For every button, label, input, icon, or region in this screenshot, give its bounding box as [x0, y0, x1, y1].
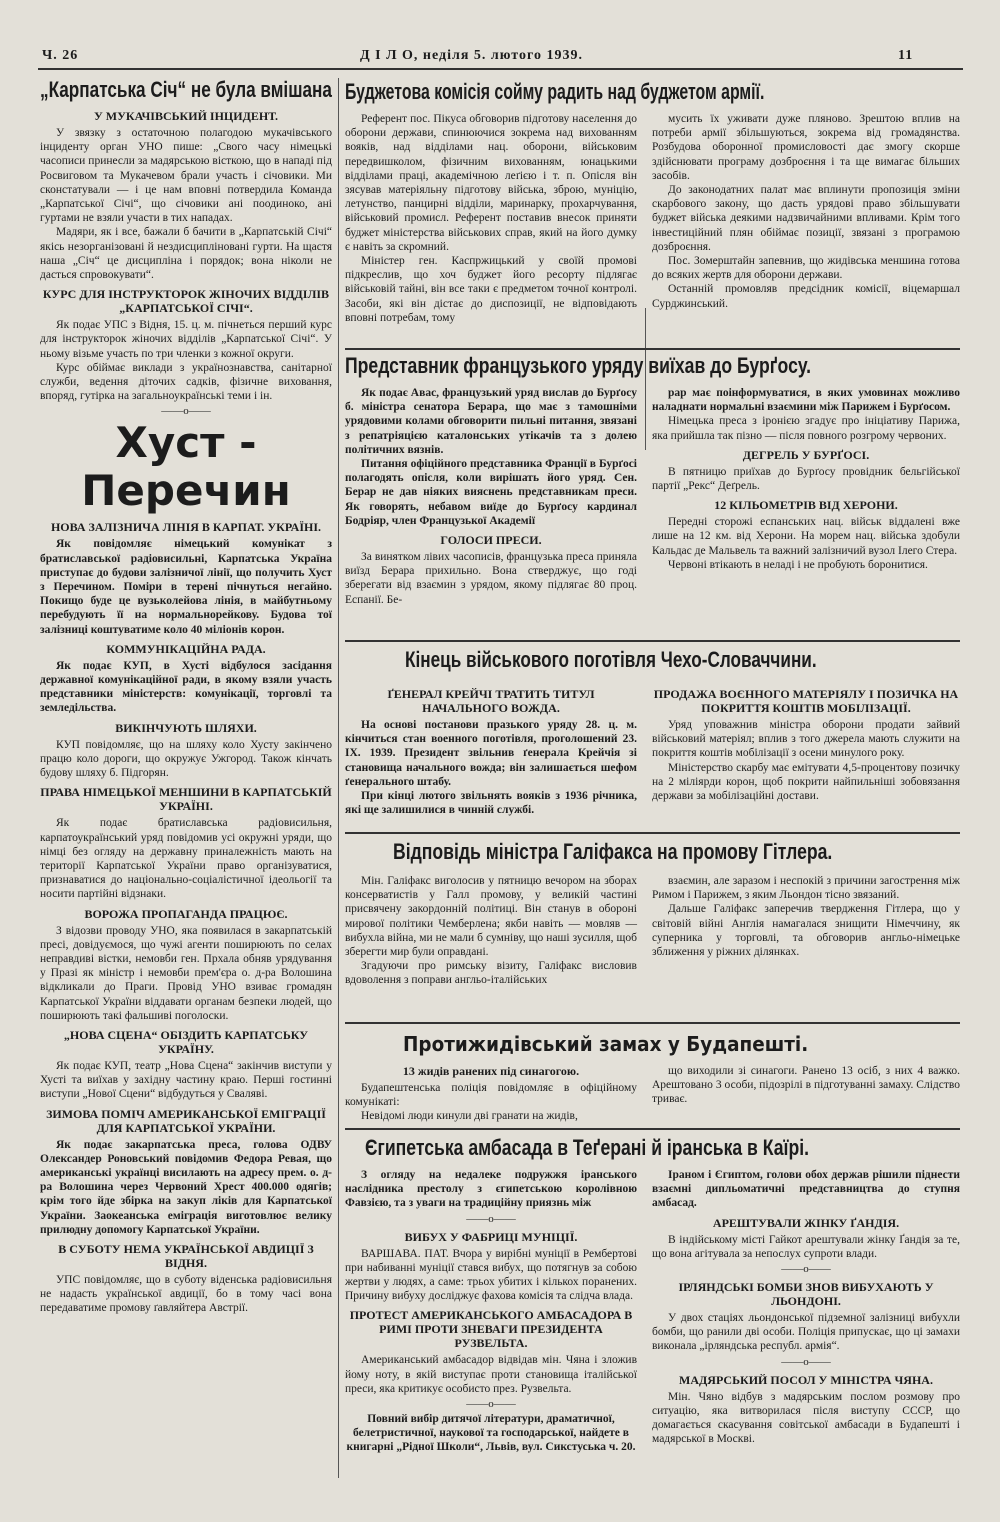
article-paragraph: Німецька преса з іронією згадує про ініціативу Парижа, яка прийшла так пізно — після повного розгрому червоних.	[652, 415, 960, 442]
separator-mark: ——o——	[466, 1212, 516, 1225]
subhead-vykinchuiut: ВИКІНЧУЮТЬ ШЛЯХИ.	[115, 720, 257, 735]
article-paragraph: Мін. Чяно відбув з мадярським послом розмову про ситуацію, яка витворилася після виступу СССР, що домагається скасування совітської амбасади в Будапешті і мадярської в Москві.	[652, 1390, 960, 1446]
budapest-col-1	[345, 1064, 637, 1126]
subhead-12-km: 12 КІЛЬОМЕТРІВ ВІД ХЕРОНИ.	[714, 498, 898, 513]
headline-halifax: Відповідь міністра Галіфакса на промову Гітлера.	[393, 839, 833, 864]
subhead-v-subotu: В СУБОТУ НЕМА УКРАЇНСЬКОЇ АВДИЦІЇ З ВІДНЯ.	[58, 1241, 314, 1270]
article-paragraph: Як подає закарпатська преса, голова ОДВУ Олександер Роновський повідомив Федора Ревая, що американські українці висилають на адресу прем. о. д-ра Волошина через Червоний Хрест 400.000 одягів; крім того йде збірка на закуп ліків для Карпатської України. Заокеанська еміграція виготовлює велику прилюдну допомогу Карпатської України.	[40, 1138, 332, 1236]
section-rule	[345, 640, 960, 642]
article-paragraph: Як подає УПС з Відня, 15. ц. м. пічнеться перший курс для інструкторок жіночих відділів „Карпатської Січі“. У ньому візьме участь по три членки з кожної округи.	[40, 319, 332, 360]
budget-headline-box	[345, 78, 960, 110]
article-paragraph: З відозви проводу УНО, яка появилася в закарпатській пресі, довідуємося, що чужі агенти поширюють по селах неправдиві вістки, немовби ген. Прхала обняв урядування у Празі як міністр і немовби прем'єра о. д-ра Волошина відкликали до Праги. Провід УНО взиває громадян Карпатської України віддавати органам безпеки людей, що поширюють такі фальшиві поголоски.	[40, 924, 332, 1022]
article-paragraph: ВАРШАВА. ПАТ. Вчора у вирібні муніції в Рембертові при набиванні муніції стався вибух, що потягнув за собою жертви у людях, а саме: трьох убитих і кількох поранених. Причину вибуху досліджує фахова комісія та слідча влада.	[345, 1247, 637, 1303]
headline-egypt: Єгипетська амбасада в Теґерані й іранська в Каїрі.	[365, 1135, 809, 1160]
section-rule	[345, 1128, 960, 1130]
article-paragraph: Американський амбасадор відвідав мін. Чяна і зложив йому ноту, в якій виступає проти становища італійської преси, яка критикує особисто през. Рузвельта.	[345, 1354, 637, 1395]
halifax-col-1	[345, 874, 637, 1024]
column-divider-left	[338, 78, 339, 1478]
czech-headline-box	[345, 646, 960, 678]
section-rule	[345, 1022, 960, 1024]
article-paragraph: За винятком лівих часописів, французька преса приняла виїзд Берара прихильно. Вона стверджує, що годі зберегати від взаємин з урядом, якому підлягає 80 проц. Еспанії. Бе-	[345, 551, 637, 606]
headline-karpatska-sich: „Карпатська Січ“ не була вмішана	[40, 77, 332, 102]
budapest-headline-box	[345, 1030, 960, 1060]
headline-budapest: Протижидівський замах у Будапешті.	[403, 1032, 809, 1056]
subhead-madiarskyi-posol: МАДЯРСЬКИЙ ПОСОЛ У МІНІСТРА ЧЯНА.	[679, 1372, 933, 1387]
article-paragraph: Як повідомляє німецький комунікат з братиславської радіовисильні, Карпатська Україна приступає до будови залізничої лінії, що получить Хуст з Перечином. Поміри в терені пічнуться негайно. Покищо буде це вузьколейова лінія, в майбутньому перебудують її на нормальнорейкову. Будова тої залізниці коштуватиме коло 40 міліонів корон.	[40, 538, 332, 636]
article-paragraph: Питання офіційного представника Франції в Бурґосі полагодять опісля, коли вирішать його уряд. Сен. Берар не дав ніяких вияснень представникам преси. Як говорять, небавом виїде до Бурґосу кардинал Бодріяр, член Французької Академії	[345, 458, 637, 527]
egypt-col-1	[345, 1168, 637, 1480]
article-paragraph: УПС повідомляє, що в суботу віденська радіовисильня не надасть української авдиції, бо в тому часі вона передаватиме промову ґавляйтера Австрії.	[40, 1273, 332, 1315]
article-paragraph: До законодатних палат має вплинути пропозиція зміни скарбового закону, що дасть урядові право збільшувати буджет війська деякими надзвичайними впливами. Крім того інвестиційний плян обіймає позиції, звязані з програмою дозброєння.	[652, 184, 960, 253]
article-paragraph: Як подає Авас, французький уряд вислав до Бурґосу б. міністра сенатора Берара, що має з тамошніми урядовими колами обговорити пильні питання, звязані з репатріяцією каталонських утікачів та з долею політичних вязнів.	[345, 387, 637, 456]
separator-mark: ——o——	[781, 1355, 831, 1368]
page-section-number: Ч. 26	[42, 48, 79, 63]
czech-col-1	[345, 682, 637, 822]
egypt-headline-box	[345, 1134, 960, 1166]
headline-czech: Кінець військового поготівля Чехо-Словаччини.	[405, 647, 817, 672]
article-paragraph: Референт пос. Пікуса обговорив підготову населення до оборони держави, спинюючися зокрема над вихованням вояків, над відділами нац. оборони, військовим передвишколом, фізичним вихованням, юнацькими відділами праці, академічною леґією і т. п. Опісля він зясував матеріяльну підготову війська, зброю, муніцію, летунство, панцирні відділи, маринарку, прохарчування, військовий промисл. Референт поставив внесок приняти буджет міністерства військових справ, який на його думку є навіть за скромний.	[345, 113, 637, 253]
french-col-2	[652, 386, 960, 636]
article-paragraph: З огляду на недалеке подружжя іранського наслідника престолу з єгипетською королівною Фавзією, та з уваги на традиційну приязнь між	[345, 1169, 637, 1210]
subhead-vorozha-propaganda: ВОРОЖА ПРОПАГАНДА ПРАЦЮЄ.	[84, 906, 288, 921]
article-paragraph: Останній промовляв предсідник комісії, віцемаршал Сурджинський.	[652, 283, 960, 310]
article-paragraph: Невідомі люди кинули дві гранати на жидів,	[361, 1110, 578, 1123]
article-paragraph: Дальше Галіфакс заперечив твердження Гітлера, що у світовій війні Англія намагалася знищити Німеччину, як суперника у торговлі, та обговорив англьо-німецьке зближення у ріжних ділянках.	[652, 903, 960, 959]
article-paragraph: Іраном і Єгиптом, голови обох держав рішили піднести взаємні дипльоматичні представництва до ступня амбасад.	[652, 1169, 960, 1210]
subhead-irlandski-bomby: ІРЛЯНДСЬКІ БОМБИ ЗНОВ ВИБУХАЮТЬ У ЛЬОНДОНІ.	[678, 1280, 934, 1309]
subhead-zaliznycha: НОВА ЗАЛІЗНИЧА ЛІНІЯ В КАРПАТ. УКРАЇНІ.	[50, 520, 322, 535]
header-rule	[38, 68, 963, 70]
article-paragraph: Як подає КУП, в Хусті відбулося засідання державної комунікаційної ради, в якому взяли участь представники міністерств: комунікації, торговлі та земледільства.	[40, 659, 332, 715]
budget-col-2	[652, 112, 960, 308]
article-paragraph: Будапештенська поліція повідомляє в офіційному комунікаті:	[345, 1082, 637, 1109]
article-paragraph: Уряд уповажнив міністра оборони продати зайвий військовий матеріял; вплив з того джерела мають служити на покриття коштів мобілізації з осени минулого року.	[652, 719, 960, 760]
article-paragraph: рар має поінформуватися, в яких умовинах можливо наладнати нормальні взаємини між Парижем і Бурґосом.	[652, 387, 960, 414]
article-paragraph: Згадуючи про римську візиту, Галіфакс висловив вдоволення з поправи англьо-італійських	[345, 960, 637, 987]
budget-col-1	[345, 112, 637, 324]
subhead-prodazha: ПРОДАЖА ВОЄННОГО МАТЕРІЯЛУ І ПОЗИЧКА НА ПОКРИТТЯ КОШТІВ МОБІЛІЗАЦІЇ.	[653, 687, 959, 715]
article-paragraph: що виходили зі синагоги. Ранено 13 осіб, з них 4 важко. Арештовано 3 особи, підозрілі в підготуванні замаху. Слідство триває.	[652, 1065, 960, 1106]
article-paragraph: На основі постанови празького уряду 28. ц. м. кінчиться стан военного поготівля, проголошений 23. IX. 1939. Президент звільнив ґенерала Крейчія зі становища начального вожда; він залишається шефом ґенерального штабу.	[345, 719, 637, 788]
article-paragraph: Червоні втікають в неладі і не пробують боронитися.	[668, 558, 928, 571]
article-paragraph: Міністер ген. Каспржицький у своїй промові підкреслив, що хоч буджет його ресорту підлягає військовій тайні, він все таки є предметом точної контролі. Засоби, які він дістає до диспозиції, не відповідають вповні потребам, тому	[345, 255, 637, 324]
subhead-kreichi: ҐЕНЕРАЛ КРЕЙЧІ ТРАТИТЬ ТИТУЛ НАЧАЛЬНОГО ВОЖДА.	[387, 687, 595, 715]
section-rule	[345, 832, 960, 834]
czech-col-2	[652, 682, 960, 822]
egypt-col-2	[652, 1168, 960, 1480]
article-paragraph: В індійському місті Гайкот арештували жінку Ґандія за те, що вона агітувала за непослух супроти влади.	[652, 1233, 960, 1260]
page-number: 11	[898, 48, 914, 63]
article-paragraph: Як подає братиславська радіовисильня, карпатоукраїнський уряд повідомив усі окружні уряди, що німці без огляду на державну приналежність мають на території Карпатської України право організуватися, признаватися до національно-соціалістичної ідеольогії та носити партійні відзнаки.	[40, 817, 332, 901]
article-paragraph: Як подає КУП, театр „Нова Сцена“ закінчив виступи у Хусті та виїхав у західну частину краю. Перші гостинні виступи „Нової Сцени“ відбудуться у Сваляві.	[40, 1059, 332, 1101]
article-paragraph: мусить їх уживати дуже пляново. Зрештою вплив на потреби армії збільшуються, зокрема від громадянства. Розбудова оборонної промисловості дає змогу скорше здійснювати програму дозброєння і та ще вимагає більших засобів.	[652, 113, 960, 182]
article-paragraph: Міністерство скарбу має емітувати 4,5-процентову позичку на 2 міліярди корон, щоб покрити найпильніші зобовязання держави за мобілізаційні достави.	[652, 761, 960, 803]
subhead-mukachivskyi: У МУКАЧІВСЬКИЙ ІНЦИДЕНТ.	[93, 109, 278, 123]
subhead-zymova-pomich: ЗИМОВА ПОМІЧ АМЕРИКАНСЬКОЇ ЕМІГРАЦІЇ ДЛЯ КАРПАТСЬКОЇ УКРАЇНИ.	[46, 1106, 326, 1135]
separator-mark: ——o——	[781, 1263, 831, 1276]
separator-mark: ——o——	[466, 1398, 516, 1411]
article-paragraph: При кінці лютого звільнять вояків з 1936 річника, які ще залишилися в чинній службі.	[345, 790, 637, 817]
subhead-vybukh: ВИБУХ У ФАБРИЦІ МУНІЦІЇ.	[404, 1229, 578, 1244]
subhead-degrel: ДЕГРЕЛЬ У БУРҐОСІ.	[742, 447, 870, 462]
article-paragraph: В пятницю приїхав до Бурґосу провідник бельгійської партії „Рекс“ Деґрель.	[652, 465, 960, 493]
masthead-date: Д І Л О, неділя 5. лютого 1939.	[360, 48, 583, 63]
headline-khust-perechyn: Хуст - Перечин	[81, 418, 291, 516]
headline-budget: Буджетова комісія сойму радить над буджетом армії.	[345, 79, 765, 104]
article-paragraph: Курс обіймає виклади з українознавства, санітарної служби, ведення діточих садків, фізичне виховання, впоряд, гутірка на загальноукраїнські теми і ін.	[40, 361, 332, 403]
subhead-gandi: АРЕШТУВАЛИ ЖІНКУ ҐАНДІЯ.	[712, 1215, 900, 1230]
subhead-komunikatsiina: КОММУНІКАЦІЙНА РАДА.	[106, 641, 266, 656]
headline-french: Представник французького уряду виїхав до Бурґосу.	[345, 353, 811, 378]
bookstore-advertisement: Повний вибір дитячої літератури, драматичної, белетристичної, наукової та господарської, найдете в книгарні „Рідної Школи“, Львів, вул. Сикстуська ч. 20.	[346, 1413, 636, 1454]
left-column	[40, 76, 332, 1476]
halifax-headline-box	[345, 838, 960, 870]
subhead-holosy-presy: ГОЛОСИ ПРЕСИ.	[440, 533, 542, 548]
halifax-col-2	[652, 874, 960, 1024]
article-paragraph: взаємин, але заразом і неспокій з причини загострення між Римом і Парижем, з яким Льондон тісно звязаний.	[652, 875, 960, 902]
article-paragraph: Пос. Зомерштайн запевнив, що жидівська меншина готова до всяких жертв для оборони держави.	[652, 255, 960, 282]
subhead-kurs: КУРС ДЛЯ ІНСТРУКТОРОК ЖІНОЧИХ ВІДДІЛІВ „КАРПАТСЬКОЇ СІЧІ“.	[42, 287, 330, 316]
french-col-1	[345, 386, 637, 636]
article-paragraph: КУП повідомляє, що на шляху коло Хусту закінчено працю коло дороги, що окружує Ужгород. Також кінчать будову шляху б. Підгорян.	[40, 738, 332, 780]
section-rule	[345, 348, 960, 350]
subhead-nova-stsena: „НОВА СЦЕНА“ ОБІЗДИТЬ КАРПАТСЬКУ УКРАЇНУ.	[63, 1027, 309, 1056]
subhead-protest: ПРОТЕСТ АМЕРИКАНСЬКОГО АМБАСАДОРА В РИМІ ПРОТИ ЗНЕВАГИ ПРЕЗИДЕНТА РУЗВЕЛЬТА.	[349, 1308, 633, 1351]
subhead-prava-menshyny: ПРАВА НІМЕЦЬКОЇ МЕНШИНИ В КАРПАТСЬКІЙ УКРАЇНІ.	[40, 785, 332, 814]
article-paragraph: У звязку з остаточною полагодою мукачівського інциденту орган УНО пише: „Свого часу німецькі часописи принесли за мадярською вісткою, що в нападі під Росвиговом та Мукачевом брали участь і січовики. Ми сконстатували — і це нам вповні потвердила Команда „Карпатської Січі“, що січовики ані поодиноко, ані гуртами не взяли участи в тих нападах.	[40, 127, 332, 225]
subhead-13-zhydiv: 13 жидів ранених під синагогою.	[402, 1064, 580, 1078]
article-paragraph: Мін. Галіфакс виголосив у пятницю вечором на зборах консерватистів у Галл промову, у великій частині присвячену закордонній політиці. Він станув в обороні мирової політики Чемберлена; якби навіть — мовляв — вибухла війна, ми не мали б сумніву, що наші зусилля, щоб зберегти мир були оправдані.	[345, 875, 637, 959]
article-paragraph: Передні сторожі еспанських нац. військ віддалені вже лише на 12 км. від Херони. На морем нац. війська здобули Кальдас де Мальвель та важний залізничий вузол Ілего Стера.	[652, 516, 960, 557]
article-paragraph: Мадяри, як і все, бажали б бачити в „Карпатській Січі“ якісь незорганізовані й нездисципліновані гурти. На щастя наша „Січ“ це дисципліна і порядок; вона ніколи не дасться спровокувати“.	[40, 226, 332, 282]
french-headline-box	[345, 352, 960, 384]
article-paragraph: У двох стаціях льондонської підземної залізниці вибухли бомби, що ранили дві особи. Поліція припускає, що ці замахи виконала „ірляндська республ. армія“.	[652, 1312, 960, 1353]
separator-mark: ——o——	[161, 405, 211, 418]
budapest-col-2	[652, 1064, 960, 1126]
